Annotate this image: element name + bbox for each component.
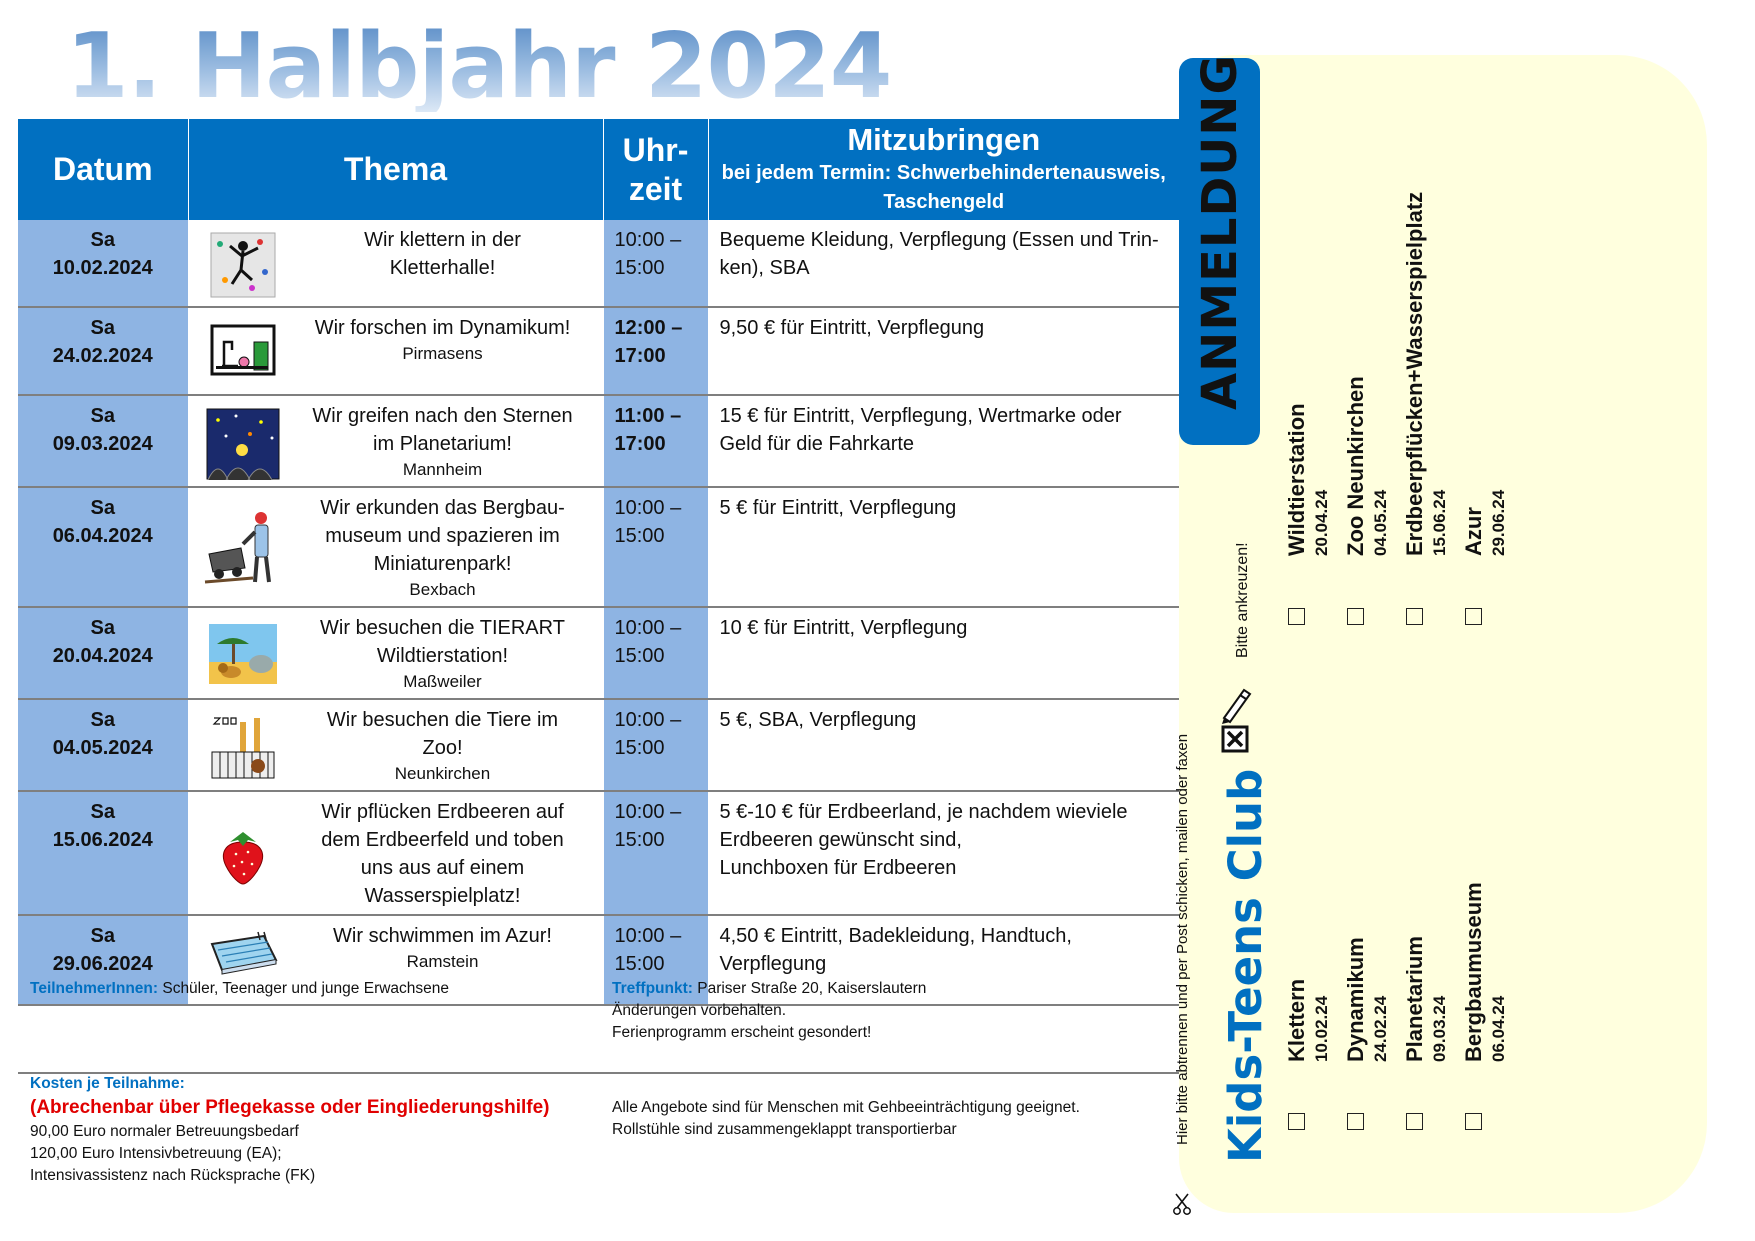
option-date: 24.02.24: [1371, 995, 1390, 1062]
time-end: 15:00: [614, 737, 665, 759]
event-date: 10.02.2024: [52, 257, 153, 279]
theme-line: Wir besuchen die TIERART: [320, 617, 565, 639]
theme-cell: [188, 395, 603, 487]
theme-place: Pirmasens: [402, 344, 483, 363]
zoo-icon: [203, 714, 283, 784]
option-label-erdbeerpfluecken: [1402, 192, 1452, 556]
theme-line: Wir pflücken Erdbeeren auf: [321, 801, 564, 823]
theme-line: museum und spazieren im: [325, 525, 560, 547]
time-cell: [603, 220, 708, 307]
meeting-note: Änderungen vorbehalten.: [612, 1002, 787, 1019]
table-row: [18, 699, 1179, 791]
event-date: 04.05.2024: [52, 737, 153, 759]
accessibility-info: [612, 1097, 1080, 1141]
option-date: 10.02.24: [1312, 995, 1331, 1062]
option-date: 20.04.24: [1312, 489, 1331, 556]
miner-icon: [203, 508, 283, 598]
bring-line: Lunchboxen für Erdbeeren: [719, 857, 957, 879]
option-name: Dynamikum: [1343, 937, 1368, 1062]
theme-line: Wir greifen nach den Sternen: [312, 405, 573, 427]
costs-line: 120,00 Euro Intensivbetreuung (EA);: [30, 1145, 282, 1162]
option-label-planetarium: [1402, 936, 1452, 1062]
schedule-table: [18, 119, 1179, 1006]
checked-box-icon: [1221, 725, 1249, 758]
date-cell: [18, 307, 188, 395]
option-date: 06.04.24: [1489, 995, 1508, 1062]
option-label-dynamikum: [1343, 937, 1393, 1062]
column-header-bring: [708, 119, 1179, 220]
meeting-text: Pariser Straße 20, Kaiserslautern: [692, 980, 927, 997]
time-start: 12:00 –: [614, 317, 683, 339]
bring-cell: [708, 699, 1179, 791]
bring-line: 5 € für Eintritt, Verpflegung: [719, 497, 957, 519]
column-header-theme: Thema: [188, 119, 603, 220]
theme-place: Maßweiler: [403, 672, 482, 691]
theme-line: Wir erkunden das Bergbau-: [320, 497, 565, 519]
checkbox-zoo-neunkirchen[interactable]: [1347, 608, 1364, 625]
climbing-icon: [203, 232, 283, 302]
option-name: Zoo Neunkirchen: [1343, 376, 1368, 556]
event-date: 20.04.2024: [52, 645, 153, 667]
strawberry-icon: [203, 828, 283, 898]
bring-cell: [708, 307, 1179, 395]
checkbox-bergbaumuseum[interactable]: [1465, 1113, 1482, 1130]
laboratory-icon: [203, 320, 283, 390]
column-header-time-line2: zeit: [628, 170, 683, 207]
theme-line: Kletterhalle!: [389, 257, 496, 279]
time-cell: [603, 699, 708, 791]
time-start: 10:00 –: [614, 925, 682, 947]
option-label-bergbaumuseum: [1461, 882, 1511, 1062]
weekday: Sa: [90, 709, 115, 731]
meeting-note: Ferienprogramm erscheint gesondert!: [612, 1024, 872, 1041]
bring-line: 10 € für Eintritt, Verpflegung: [719, 617, 968, 639]
time-cell: [603, 607, 708, 699]
weekday: Sa: [90, 617, 115, 639]
weekday: Sa: [90, 317, 115, 339]
option-name: Azur: [1461, 507, 1486, 556]
time-end: 17:00: [614, 345, 666, 367]
option-label-wildtierstation: [1284, 403, 1334, 556]
checkbox-erdbeerpfluecken[interactable]: [1406, 608, 1423, 625]
theme-line: Wir besuchen die Tiere im: [326, 709, 559, 731]
theme-place: Mannheim: [402, 460, 483, 479]
time-end: 15:00: [614, 525, 665, 547]
option-label-zoo-neunkirchen: [1343, 376, 1393, 556]
time-end: 15:00: [614, 953, 665, 975]
table-row: [18, 791, 1179, 915]
weekday: Sa: [90, 925, 115, 947]
theme-place: Bexbach: [409, 580, 476, 599]
column-header-bring-title: Mitzubringen: [847, 122, 1041, 158]
time-start: 11:00 –: [614, 405, 682, 427]
accessibility-line: Alle Angebote sind für Menschen mit Gehbeeinträchtigung geeignet.: [612, 1099, 1080, 1116]
registration-title: ANMELDUNG: [1192, 54, 1248, 410]
theme-line: Miniaturenpark!: [373, 553, 512, 575]
column-header-time-line1: Uhr-: [622, 132, 689, 169]
time-cell: [603, 791, 708, 915]
club-title: Kids-Teens Club: [1219, 768, 1272, 1163]
table-row: [18, 220, 1179, 307]
time-cell: [603, 307, 708, 395]
costs-billing-note: (Abrechenbar über Pflegekasse oder Eingliederungshilfe): [30, 1097, 550, 1118]
checkbox-klettern[interactable]: [1288, 1113, 1305, 1130]
participants-info: [30, 978, 449, 1000]
accessibility-line: Rollstühle sind zusammengeklappt transportierbar: [612, 1121, 957, 1138]
option-name: Erdbeerpflücken+Wasserspielplatz: [1402, 191, 1427, 556]
time-start: 10:00 –: [614, 229, 682, 251]
bring-line: ken), SBA: [719, 257, 810, 279]
planetarium-icon: [203, 408, 283, 478]
column-header-date: Datum: [18, 119, 188, 220]
column-header-bring-sub1: bei jedem Termin: Schwerbehindertenausweis,: [721, 161, 1166, 184]
date-cell: [18, 607, 188, 699]
event-date: 06.04.2024: [52, 525, 153, 547]
time-start: 10:00 –: [614, 617, 682, 639]
time-start: 10:00 –: [614, 801, 682, 823]
time-end: 15:00: [614, 829, 665, 851]
time-cell: [603, 395, 708, 487]
bring-cell: [708, 395, 1179, 487]
costs-label: Kosten je Teilnahme:: [30, 1075, 185, 1092]
theme-place: Ramstein: [406, 952, 479, 971]
date-cell: [18, 487, 188, 607]
option-date: 29.06.24: [1489, 489, 1508, 556]
option-name: Klettern: [1284, 978, 1309, 1062]
theme-cell: [188, 699, 603, 791]
time-start: 10:00 –: [614, 709, 682, 731]
costs-line: 90,00 Euro normaler Betreuungsbedarf: [30, 1123, 299, 1140]
table-row: [18, 607, 1179, 699]
weekday: Sa: [90, 229, 115, 251]
weekday: Sa: [90, 497, 115, 519]
bring-line: 4,50 € Eintritt, Badekleidung, Handtuch,: [719, 925, 1072, 947]
costs-info: [30, 1073, 549, 1187]
option-name: Planetarium: [1402, 936, 1427, 1062]
checkbox-planetarium[interactable]: [1406, 1113, 1423, 1130]
bring-cell: [708, 487, 1179, 607]
time-end: 15:00: [614, 645, 665, 667]
theme-line: uns aus auf einem: [360, 857, 525, 879]
option-date: 15.06.24: [1430, 489, 1449, 556]
checkbox-wildtierstation[interactable]: [1288, 608, 1305, 625]
theme-line: dem Erdbeerfeld und toben: [321, 829, 564, 851]
scissors-icon: [1172, 1192, 1192, 1221]
participants-text: Schüler, Teenager und junge Erwachsene: [158, 980, 450, 997]
costs-line: Intensivassistenz nach Rücksprache (FK): [30, 1167, 316, 1184]
date-cell: [18, 699, 188, 791]
bring-line: Geld für die Fahrkarte: [719, 433, 915, 455]
checkbox-azur[interactable]: [1465, 608, 1482, 625]
date-cell: [18, 791, 188, 915]
theme-line: im Planetarium!: [373, 433, 512, 455]
theme-line: Wasserspielplatz!: [364, 885, 521, 907]
event-date: 15.06.2024: [52, 829, 153, 851]
option-label-azur: [1461, 490, 1511, 556]
bring-line: 5 €-10 € für Erdbeerland, je nachdem wieviele: [719, 801, 1128, 823]
checkbox-dynamikum[interactable]: [1347, 1113, 1364, 1130]
pencil-icon: [1218, 684, 1252, 729]
bring-cell: [708, 220, 1179, 307]
time-cell: [603, 487, 708, 607]
option-name: Wildtierstation: [1284, 403, 1309, 556]
option-date: 09.03.24: [1430, 995, 1449, 1062]
theme-place: Neunkirchen: [394, 764, 491, 783]
column-header-bring-sub2: Taschengeld: [883, 190, 1005, 213]
time-start: 10:00 –: [614, 497, 682, 519]
theme-cell: [188, 607, 603, 699]
date-cell: [18, 395, 188, 487]
tick-instruction: Bitte ankreuzen!: [1234, 542, 1251, 658]
option-date: 04.05.24: [1371, 489, 1390, 556]
page-title: 1. Halbjahr 2024: [66, 14, 892, 119]
option-name: Bergbaumuseum: [1461, 882, 1486, 1062]
theme-line: Wildtierstation!: [376, 645, 509, 667]
theme-line: Wir schwimmen im Azur!: [333, 925, 552, 947]
theme-line: Zoo!: [422, 737, 463, 759]
event-date: 29.06.2024: [52, 953, 153, 975]
bring-line: 15 € für Eintritt, Verpflegung, Wertmarke oder: [719, 405, 1122, 427]
cut-instruction: Hier bitte abtrennen und per Post schicken, mailen oder faxen: [1174, 733, 1191, 1145]
bring-line: 9,50 € für Eintritt, Verpflegung: [719, 317, 985, 339]
weekday: Sa: [90, 405, 115, 427]
date-cell: [18, 220, 188, 307]
bring-cell: [708, 791, 1179, 915]
theme-cell: [188, 307, 603, 395]
table-row: [18, 307, 1179, 395]
theme-line: Wir klettern in der: [364, 229, 521, 251]
theme-cell: [188, 487, 603, 607]
event-date: 24.02.2024: [52, 345, 153, 367]
theme-cell: [188, 791, 603, 915]
table-header-row: [18, 119, 1179, 220]
time-end: 17:00: [614, 433, 666, 455]
option-label-klettern: [1284, 979, 1334, 1062]
bring-line: Bequeme Kleidung, Verpflegung (Essen und Trin-: [719, 229, 1159, 251]
bring-line: Erdbeeren gewünscht sind,: [719, 829, 962, 851]
column-header-time: [603, 119, 708, 220]
participants-label: TeilnehmerInnen:: [30, 980, 159, 997]
theme-cell: [188, 220, 603, 307]
safari-icon: [203, 624, 283, 694]
bring-cell: [708, 607, 1179, 699]
bring-line: Verpflegung: [719, 953, 827, 975]
bring-line: 5 €, SBA, Verpflegung: [719, 709, 917, 731]
meeting-label: Treffpunkt:: [612, 980, 693, 997]
theme-line: Wir forschen im Dynamikum!: [314, 317, 571, 339]
meeting-info: [612, 978, 926, 1044]
weekday: Sa: [90, 801, 115, 823]
time-end: 15:00: [614, 257, 665, 279]
table-row: [18, 487, 1179, 607]
event-date: 09.03.2024: [52, 433, 153, 455]
table-row: [18, 395, 1179, 487]
